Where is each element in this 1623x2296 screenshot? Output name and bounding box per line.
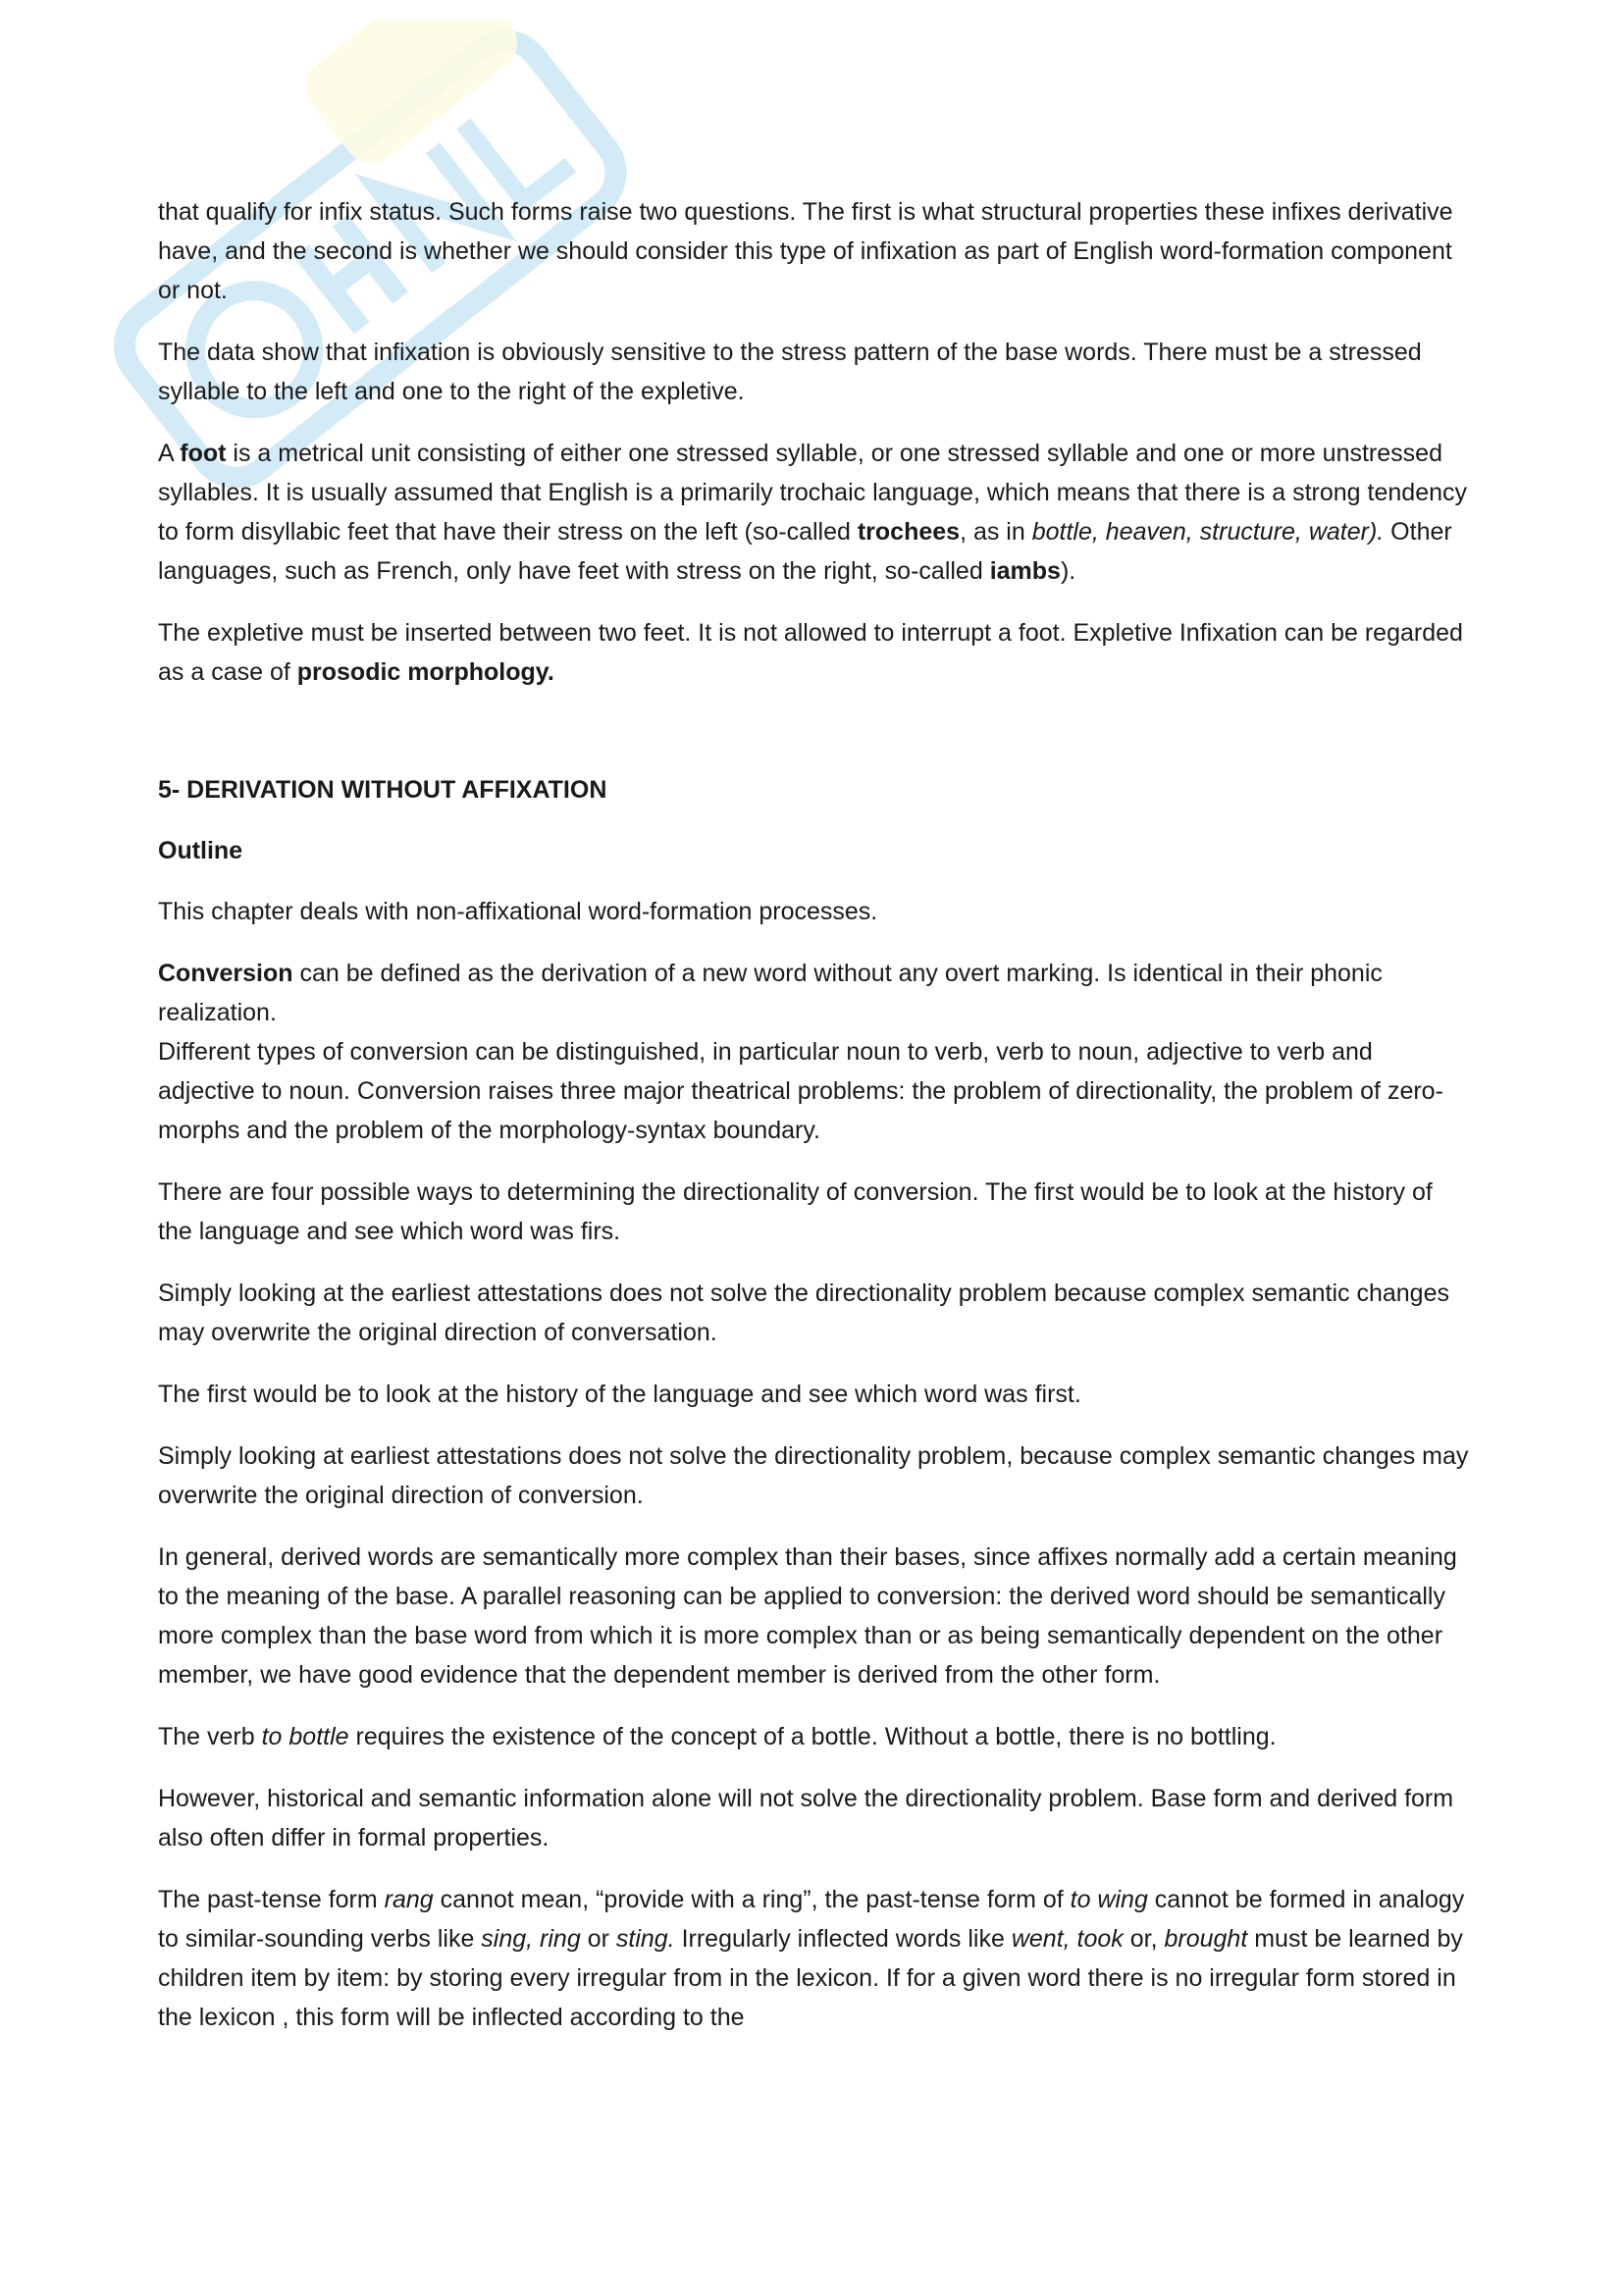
paragraph-stress-pattern: The data show that infixation is obviously sensitive to the stress pattern of the base words. There must be a stressed syllable to the left and one to the right of the expletive. (158, 339, 1422, 405)
paragraph-expletive-insertion: The expletive must be inserted between two feet. It is not allowed to interrupt a foot. Expletive Infixation can be regarded as a case of prosodic morphology. (158, 619, 1463, 686)
term-trochees: trochees (857, 518, 961, 546)
paragraph-formal-properties: However, historical and semantic information alone will not solve the directionality problem. Base form and derived form also often differ in formal properties. (158, 1785, 1454, 1852)
paragraph-verb-bottle: The verb to bottle requires the existence of the concept of a bottle. Without a bottle, there is no bottling. (158, 1723, 1277, 1750)
section-heading: 5- DERIVATION WITHOUT AFFIXATION (158, 776, 607, 804)
outline-heading: Outline (158, 837, 243, 864)
paragraph-attestations-conversion: Simply looking at earliest attestations does not solve the directionality problem, because complex semantic changes may overwrite the original direction of conversion. (158, 1442, 1469, 1509)
paragraph-history-first: The first would be to look at the history of the language and see which word was first. (158, 1381, 1081, 1408)
term-conversion: Conversion (158, 960, 293, 987)
document-page (158, 192, 1473, 2060)
example-to-bottle: to bottle (261, 1723, 349, 1750)
term-prosodic-morphology: prosodic morphology. (296, 658, 554, 686)
paragraph-past-tense: The past-tense form rang cannot mean, “provide with a ring”, the past-tense form of to wing cannot be formed in analogy to similar-sounding verbs like sing, ring or sting. Irregularly inflected words like went, took or, brought must be learned by children item by item: by storing every irregular from in the lexicon. If for a given word there is no irregular form stored in the lexicon , this form will be inflected according to the (158, 1886, 1465, 2031)
term-foot: foot (180, 440, 227, 467)
paragraph-conversion-definition: Conversion can be defined as the derivation of a new word without any overt marking. Is identical in their phonic realization. (158, 960, 1383, 1026)
paragraph-semantic-complexity: In general, derived words are semantically more complex than their bases, since affixes normally add a certain meaning to the meaning of the base. A parallel reasoning can be applied to conversion: the derived word should be semantically more complex than the base word from which it is more complex than or as being semantically dependent on the other member, we have good evidence that the dependent member is derived from the other form. (158, 1543, 1457, 1689)
trochee-examples: bottle, heaven, structure, water). (1031, 518, 1385, 546)
paragraph-directionality-ways: There are four possible ways to determining the directionality of conversion. The first would be to look at the history of the language and see which word was firs. (158, 1178, 1433, 1245)
paragraph-chapter-intro: This chapter deals with non-affixational word-formation processes. (158, 898, 878, 925)
term-iambs: iambs (989, 557, 1061, 585)
paragraph-conversion-types: Different types of conversion can be distinguished, in particular noun to verb, verb to noun, adjective to verb and adjective to noun. Conversion raises three major theatrical problems: the problem of directionality, the problem of zero-morphs and the problem of the morphology-syntax boundary. (158, 1038, 1443, 1144)
paragraph-earliest-attestations: Simply looking at the earliest attestations does not solve the directionality problem because complex semantic changes may overwrite the original direction of conversation. (158, 1279, 1449, 1346)
paragraph-infix-questions: that qualify for infix status. Such forms raise two questions. The first is what structural properties these infixes derivative have, and the second is whether we should consider this type of infixation as part of English word-formation component or not. (158, 198, 1453, 304)
paragraph-foot-definition: A foot is a metrical unit consisting of either one stressed syllable, or one stressed syllable and one or more unstressed syllables. It is usually assumed that English is a primarily trochaic language, which means that there is a strong tendency to form disyllabic feet that have their stress on the left (so-called trochees, as in bottle, heaven, structure, water). Other languages, such as French, only have feet with stress on the right, so-called iambs). (158, 440, 1467, 585)
